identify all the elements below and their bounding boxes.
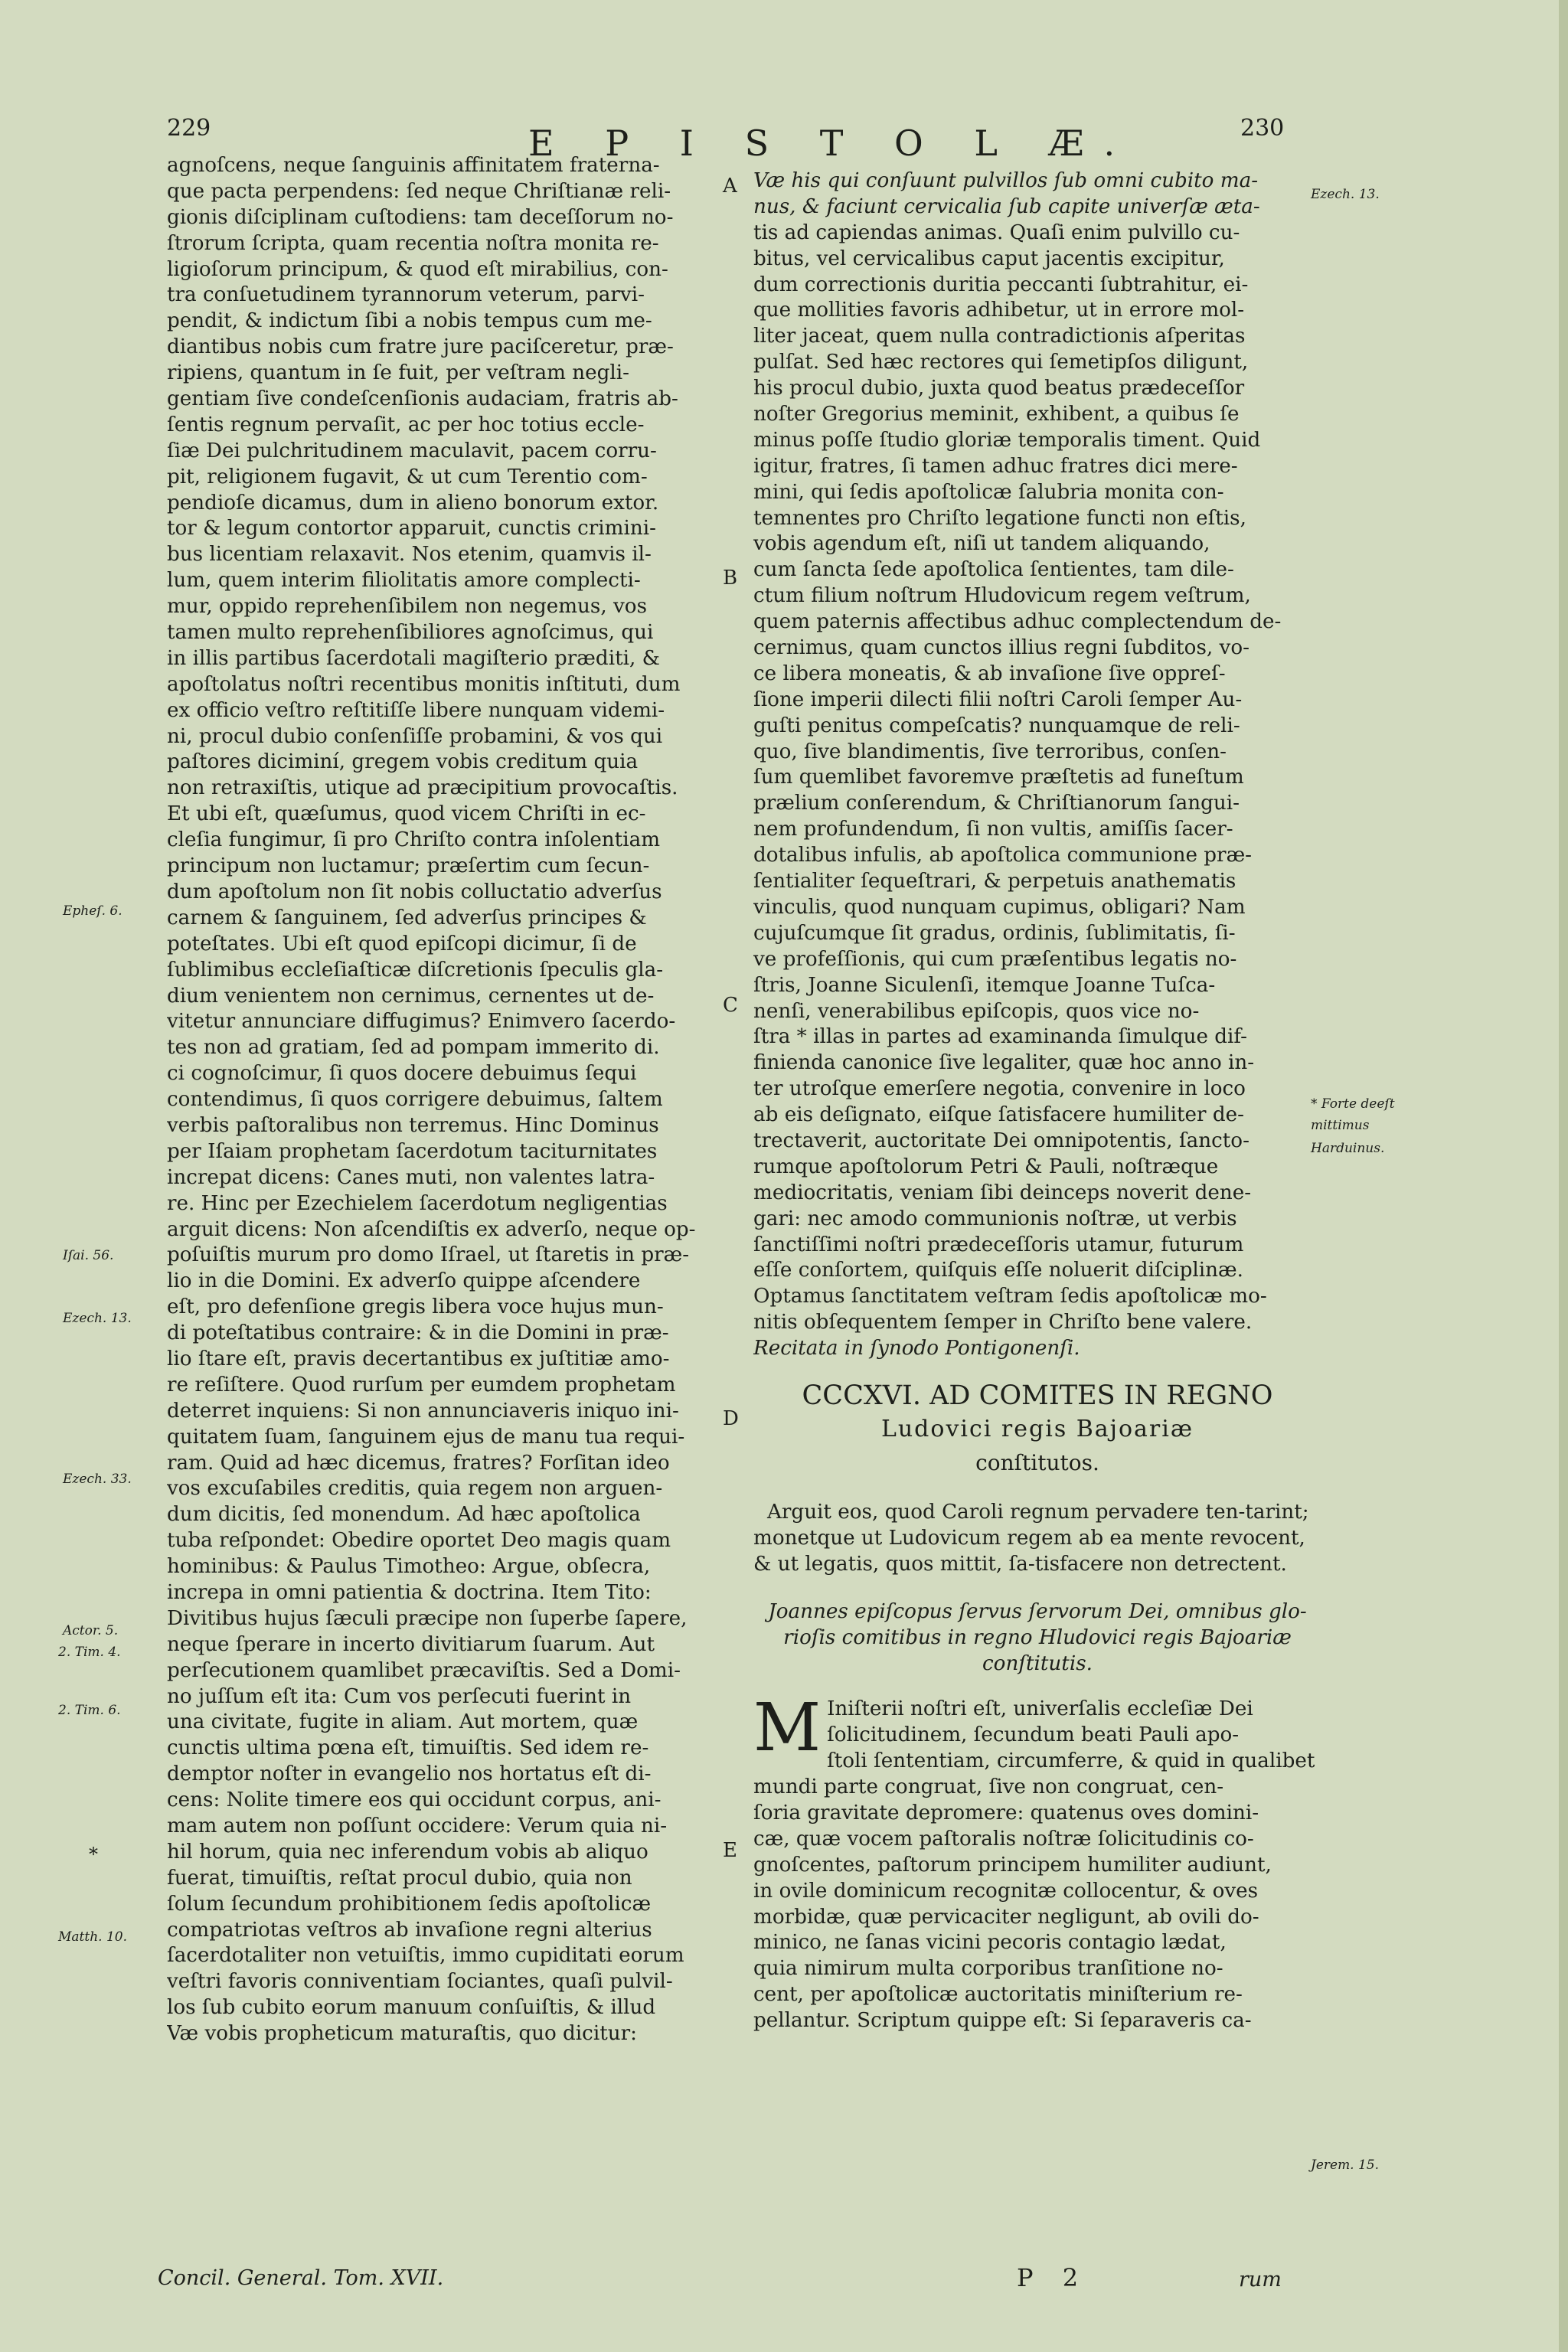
drop-cap: M — [753, 1690, 822, 1767]
letter-heading-line1: CCCXVI. AD COMITES IN REGNO — [802, 1380, 1273, 1411]
text-line: perſecutionem quamlibet præcaviſtis. Sed a Domi- — [167, 1658, 681, 1682]
text-line: mini, qui ſedis apoſtolicæ ſalubria monita con- — [753, 480, 1224, 504]
margin-note-tim6: 2. Tim. 6. — [58, 1703, 121, 1718]
section-marker-d: D — [723, 1407, 739, 1430]
text-line: Væ vobis propheticum maturaſtis, quo dicitur: — [167, 2022, 637, 2046]
text-line: mur, oppido reprehenſibilem non negemus, vos — [167, 595, 648, 619]
text-line: Væ his qui conſuunt pulvillos ſub omni cubito ma- — [753, 169, 1259, 192]
text-line: ſum quemlibet favoremve præſtetis ad funeſtum — [753, 766, 1244, 789]
text-line: que pacta perpendens: ſed neque Chriſtianæ reli- — [167, 179, 671, 203]
text-line: ſione imperii dilecti filii noſtri Caroli ſemper Au- — [753, 688, 1243, 711]
text-line: mediocritatis, veniam ſibi deinceps noverit dene- — [753, 1181, 1252, 1204]
volume-footer: Concil. General. Tom. XVII. — [158, 2266, 444, 2290]
text-line: compatriotas veſtros ab invaſione regni alterius — [167, 1918, 652, 1942]
letter-address: Joannes epiſcopus ſervus ſervorum Dei, omnibus glo-rioſis comitibus in regno Hludovici regis Bajoariæ conſtitutis. — [768, 1599, 1307, 1675]
text-line: igitur, fratres, ſi tamen adhuc fratres dici mere- — [753, 454, 1238, 478]
margin-note-actor: Actor. 5. — [63, 1623, 119, 1638]
section-marker-e: E — [723, 1839, 737, 1862]
text-line: mam autem non poſſunt occidere: Verum quia ni- — [167, 1815, 668, 1838]
text-line: pit, religionem fugavit, & ut cum Terentio com- — [167, 465, 648, 488]
text-line: paſtores diciminí, gregem vobis creditum quia — [167, 750, 639, 774]
text-line: ce libera moneatis, & ab invaſione ſive oppreſ- — [753, 662, 1226, 685]
text-line: ci cognoſcimur, ſi quos docere debuimus ſequi — [167, 1062, 637, 1086]
text-line: cens: Nolite timere eos qui occidunt corpus, ani- — [167, 1788, 662, 1812]
text-line: neque ſperare in incerto divitiarum ſuarum. Aut — [167, 1632, 655, 1656]
text-line: cæ, quæ vocem paſtoralis noſtræ ſolicitudinis co- — [753, 1827, 1254, 1851]
text-line: prælium conſerendum, & Chriſtianorum ſangui- — [753, 792, 1240, 815]
text-line: tis ad capiendas animas. Quaſi enim pulvillo cu- — [753, 220, 1240, 244]
text-line: cent, per apoſtolicæ auctoritatis miniſterium re- — [753, 1983, 1243, 2007]
text-line: finienda canonice ſive legaliter, quæ hoc anno in- — [753, 1051, 1255, 1075]
margin-note-forte: * Forte deeſt — [1311, 1096, 1395, 1112]
text-line: cunctis ultima pœna eſt, timuiſtis. Sed idem re- — [167, 1736, 649, 1760]
text-line: tra conſuetudinem tyrannorum veterum, parvi- — [167, 283, 645, 307]
text-line: ram. Quid ad hæc dicemus, fratres? Forſitan ideo — [167, 1451, 670, 1475]
page-edge — [1559, 0, 1568, 2352]
text-line: deterret inquiens: Si non annunciaveris iniquo ini- — [167, 1399, 679, 1423]
text-line: per Iſaiam prophetam ſacerdotum taciturnitates — [167, 1139, 658, 1163]
text-line: ſentis regnum pervaſit, ac per hoc totius eccle- — [167, 413, 645, 436]
text-line: lio in die Domini. Ex adverſo quippe aſcendere — [167, 1269, 641, 1293]
text-line: demptor noſter in evangelio nos hortatus eſt di- — [167, 1762, 652, 1786]
text-line: nus, & faciunt cervicalia ſub capite univerſæ æta- — [753, 194, 1260, 218]
text-line: ſolicitudinem, ſecundum beati Pauli apo- — [827, 1723, 1240, 1747]
letter-body-text — [753, 1690, 1321, 2034]
text-line: Optamus ſanctitatem veſtram ſedis apoſtolicæ mo- — [753, 1285, 1267, 1308]
text-line: Divitibus hujus ſæculi præcipe non ſuperbe ſapere, — [167, 1606, 688, 1630]
text-line: minico, ne ſanas vicini pecoris contagio lædat, — [753, 1931, 1227, 1955]
text-line: eſſe conſortem, quiſquis eſſe noluerit diſciplinæ. — [753, 1259, 1243, 1282]
text-line: pendit, & indictum ſibi a nobis tempus cum me- — [167, 309, 652, 333]
text-line: Iniſterii noſtri eſt, univerſalis eccleſiæ Dei — [827, 1697, 1253, 1721]
text-line: poſuiſtis murum pro domo Iſrael, ut ſtaretis in præ- — [167, 1243, 690, 1267]
text-line: tuba reſpondet: Obedire oportet Deo magis quam — [167, 1529, 671, 1553]
text-line: ſiæ Dei pulchritudinem maculavit, pacem corru- — [167, 439, 657, 462]
text-line: nenſi, venerabilibus epiſcopis, quos vice no- — [753, 999, 1200, 1023]
text-line: increpa in omni patientia & doctrina. Item Tito: — [167, 1580, 652, 1604]
text-line: ſentialiter ſequeſtrari, & perpetuis anathematis — [753, 870, 1236, 893]
margin-note-matth: Matth. 10. — [58, 1929, 127, 1945]
text-line: pendioſe dicamus, dum in alieno bonorum extor. — [167, 491, 659, 514]
text-line: quitatem ſuam, ſanguinem ejus de manu tua requi- — [167, 1425, 685, 1449]
text-line: gentiam ſive condeſcenſionis audaciam, fratris ab- — [167, 387, 678, 411]
section-marker-c: C — [723, 994, 738, 1017]
text-line: dotalibus infulis, ab apoſtolica communione præ- — [753, 844, 1253, 867]
page-number-right: 230 — [1240, 115, 1285, 142]
text-line: cum ſancta ſede apoſtolica ſentientes, tam dile- — [753, 558, 1234, 582]
text-line: dum dicitis, ſed monendum. Ad hæc apoſtolica — [167, 1503, 641, 1527]
text-line: quo, ſive blandimentis, ſive terroribus, conſen- — [753, 740, 1227, 763]
text-line: ab eis deſignato, eiſque ſatisfacere humiliter de- — [753, 1103, 1244, 1127]
letter-heading-line3: conſtitutos. — [975, 1449, 1099, 1475]
text-line: ctum filium noſtrum Hludovicum regem veſtrum, — [753, 584, 1251, 608]
text-line: cleſia fungimur, ſi pro Chriſto contra inſolentiam — [167, 828, 661, 852]
text-line: ſanctiſſimi noſtri prædeceſſoris utamur, futurum — [753, 1233, 1244, 1256]
text-line: contendimus, ſi quos corrigere debuimus, ſaltem — [167, 1088, 663, 1112]
text-line: Et ubi eſt, quæſumus, quod vicem Chriſti in ec- — [167, 802, 646, 826]
margin-note-ezech33: Ezech. 33. — [63, 1472, 132, 1487]
text-line: rumque apoſtolorum Petri & Pauli, noſtræque — [753, 1155, 1219, 1178]
text-line: ſolum ſecundum prohibitionem ſedis apoſtolicæ — [167, 1892, 652, 1916]
margin-note-isai: Iſai. 56. — [63, 1248, 114, 1263]
text-line: los ſub cubito eorum manuum conſuiſtis, & illud — [167, 1996, 656, 2020]
text-line: hominibus: & Paulus Timotheo: Argue, obſecra, — [167, 1555, 651, 1579]
running-title: E P I S T O L Æ. — [528, 122, 1135, 164]
text-line: ſacerdotaliter non vetuiſtis, immo cupiditati eorum — [167, 1944, 684, 1968]
text-line: dum correctionis duritia peccanti ſubtrahitur, ei- — [753, 273, 1249, 296]
text-line: his procul dubio, juxta quod beatus prædeceſſor — [753, 377, 1245, 400]
text-line: eſt, pro defenſione gregis libera voce hujus mun- — [167, 1295, 664, 1319]
margin-note-tim4: 2. Tim. 4. — [58, 1645, 121, 1660]
margin-note-ephes: Epheſ. 6. — [63, 903, 122, 919]
margin-note-harduinus: Harduinus. — [1311, 1141, 1385, 1156]
text-line: principum non luctamur; præſertim cum ſecun- — [167, 854, 650, 878]
text-line: vobis agendum eſt, niſi ut tandem aliquando, — [753, 532, 1210, 556]
text-line: tamen multo reprehenſibiliores agnoſcimus, qui — [167, 621, 654, 645]
text-line: ligioſorum principum, & quod eſt mirabilius, con- — [167, 257, 668, 281]
margin-note-mittimus: mittimus — [1311, 1118, 1370, 1133]
text-line: agnoſcens, neque ſanguinis affinitatem fraterna- — [167, 154, 660, 177]
text-line: cujuſcumque ſit gradus, ordinis, ſublimitatis, ſi- — [753, 921, 1236, 945]
text-line: morbidæ, quæ pervicaciter negligunt, ab ovili do- — [753, 1905, 1259, 1929]
margin-note-star: * — [89, 1844, 98, 1865]
margin-note-ezech13-right: Ezech. 13. — [1311, 187, 1380, 202]
text-line: quia nimirum multa corporibus tranſitione no- — [753, 1957, 1223, 1981]
right-column-text — [753, 168, 1321, 1362]
text-line: bus licentiam relaxavit. Nos etenim, quamvis il- — [167, 543, 652, 567]
text-line: di poteſtatibus contraire: & in die Domini in præ- — [167, 1321, 669, 1345]
text-line: que mollities favoris adhibetur, ut in errore mol- — [753, 299, 1245, 322]
text-line: in ovile dominicum recognitæ collocentur, & oves — [753, 1879, 1259, 1903]
text-line: ſtoli ſententiam, circumferre, & quid in qualibet — [827, 1749, 1315, 1773]
letter-summary: Arguit eos, quod Caroli regnum pervadere ten-tarint; monetque ut Ludovicum regem ab ea mente revocent, & ut legatis, quos mittit, ſa-tisfacere non detrectent. — [753, 1500, 1309, 1576]
section-marker-b: B — [723, 567, 738, 590]
text-line: no juſſum eſt ita: Cum vos perſecuti fuerint in — [167, 1684, 632, 1708]
text-line: minus poſſe ſtudio gloriæ temporalis timent. Quid — [753, 428, 1261, 452]
text-line: tor & legum contortor apparuit, cunctis crimini- — [167, 517, 656, 541]
text-line: lio ſtare eſt, pravis decertantibus ex juſtitiæ amo- — [167, 1347, 670, 1370]
text-line: re reſiſtere. Quod rurſum per eumdem prophetam — [167, 1373, 676, 1396]
text-line: ſublimibus eccleſiaſticæ diſcretionis ſpeculis gla- — [167, 958, 664, 982]
text-line: gionis diſciplinam cuſtodiens: tam deceſſorum no- — [167, 205, 674, 229]
text-line: hil horum, quia nec inferendum vobis ab aliquo — [167, 1840, 648, 1864]
text-line: re. Hinc per Ezechielem ſacerdotum negligentias — [167, 1191, 668, 1215]
text-line: vinculis, quod nunquam cupimus, obligari? Nam — [753, 895, 1246, 919]
text-line: non retraxiſtis, utique ad præcipitium provocaſtis. — [167, 776, 678, 800]
text-line: diantibus nobis cum fratre jure paciſceretur, præ- — [167, 335, 674, 359]
text-line: dum apoſtolum non ſit nobis colluctatio adverſus — [167, 880, 662, 903]
text-line: temnentes pro Chriſto legatione functi non eſtis, — [753, 506, 1246, 530]
text-line: ſtra * illas in partes ad examinanda ſimulque dif- — [753, 1025, 1248, 1049]
letter-body — [753, 1690, 1321, 2034]
text-line: liter jaceat, quem nulla contradictionis aſperitas — [753, 325, 1246, 348]
text-line: una civitate, fugite in aliam. Aut mortem, quæ — [167, 1710, 639, 1734]
left-column — [167, 153, 738, 2047]
text-line: Recitata in ſynodo Pontigonenſi. — [753, 1337, 1080, 1361]
right-column — [753, 168, 1321, 2034]
text-line: ſoria gravitate depromere: quatenus oves domini- — [753, 1801, 1259, 1824]
signature-mark: P 2 — [1017, 2263, 1089, 2292]
text-line: vos excuſabiles creditis, quia regem non arguen- — [167, 1477, 663, 1501]
text-line: ex officio veſtro reſtitiſſe libere nunquam videmi- — [167, 698, 665, 722]
text-line: cernimus, quam cunctos illius regni ſubditos, vo- — [753, 636, 1250, 660]
text-line: pellantur. Scriptum quippe eſt: Si ſeparaveris ca- — [753, 2009, 1252, 2033]
text-line: bitus, vel cervicalibus caput jacentis excipitur, — [753, 247, 1225, 270]
text-line: nem profundendum, ſi non vultis, amiſſis ſacer- — [753, 818, 1233, 841]
margin-note-jerem: Jerem. 15. — [1311, 2158, 1380, 2173]
text-line: gnoſcentes, paſtorum principem humiliter audiunt, — [753, 1853, 1272, 1877]
text-line: trectaverit, auctoritate Dei omnipotentis, ſancto- — [753, 1129, 1250, 1152]
text-line: ter utroſque emerſere negotia, convenire in loco — [753, 1077, 1246, 1101]
text-line: ve profeſſionis, qui cum præſentibus legatis no- — [753, 947, 1237, 971]
text-line: fuerat, timuiſtis, reſtat procul dubio, quia non — [167, 1866, 632, 1890]
text-line: apoſtolatus noſtri recentibus monitis inſtituti, dum — [167, 672, 681, 696]
text-line: nitis obſequentem ſemper in Chriſto bene valere. — [753, 1311, 1253, 1334]
text-line: quem paternis affectibus adhuc complectendum de- — [753, 610, 1282, 634]
text-line: verbis paſtoralibus non terremus. Hinc Dominus — [167, 1113, 659, 1137]
text-line: mundi parte congruat, ſive non congruat, cen- — [753, 1775, 1224, 1799]
text-line: ſtrorum ſcripta, quam recentia noſtra monita re- — [167, 231, 659, 255]
section-marker-a: A — [723, 175, 737, 198]
text-line: dium venientem non cernimus, cernentes ut de- — [167, 984, 655, 1008]
letter-heading-line2: Ludovici regis Bajoariæ — [880, 1415, 1194, 1442]
text-line: pulſat. Sed hæc rectores qui ſemetipſos diligunt, — [753, 351, 1249, 374]
text-line: gari: nec amodo communionis noſtræ, ut verbis — [753, 1207, 1237, 1230]
text-line: lum, quem interim filiolitatis amore complecti- — [167, 569, 641, 593]
catchword: rum — [1239, 2268, 1282, 2292]
text-line: ſtris, Joanne Siculenſi, itemque Joanne Tuſca- — [753, 973, 1216, 997]
text-line: guſti penitus compeſcatis? nunquamque de reli- — [753, 714, 1240, 737]
text-line: poteſtates. Ubi eſt quod epiſcopi dicimur, ſi de — [167, 932, 637, 956]
margin-note-ezech13: Ezech. 13. — [63, 1311, 132, 1326]
text-line: noſter Gregorius meminit, exhibent, a quibus ſe — [753, 403, 1240, 426]
text-line: ripiens, quantum in ſe fuit, per veſtram negli- — [167, 361, 629, 385]
text-line: vitetur annunciare diffugimus? Enimvero ſacerdo- — [167, 1010, 676, 1034]
letter-heading — [753, 1379, 1321, 1480]
text-line: veſtri favoris conniventiam ſociantes, quaſi pulvil- — [167, 1970, 673, 1994]
page-number-left: 229 — [167, 115, 211, 142]
text-line: in illis partibus ſacerdotali magiſterio præditi, & — [167, 646, 660, 670]
text-line: tes non ad gratiam, ſed ad pompam immerito di. — [167, 1036, 660, 1060]
text-line: arguit dicens: Non aſcendiſtis ex adverſo, neque op- — [167, 1217, 696, 1241]
text-line: ni, procul dubio conſenſiſſe probamini, & vos qui — [167, 724, 663, 748]
text-line: carnem & ſanguinem, ſed adverſus principes & — [167, 906, 647, 929]
text-line: increpat dicens: Canes muti, non valentes latra- — [167, 1165, 655, 1189]
